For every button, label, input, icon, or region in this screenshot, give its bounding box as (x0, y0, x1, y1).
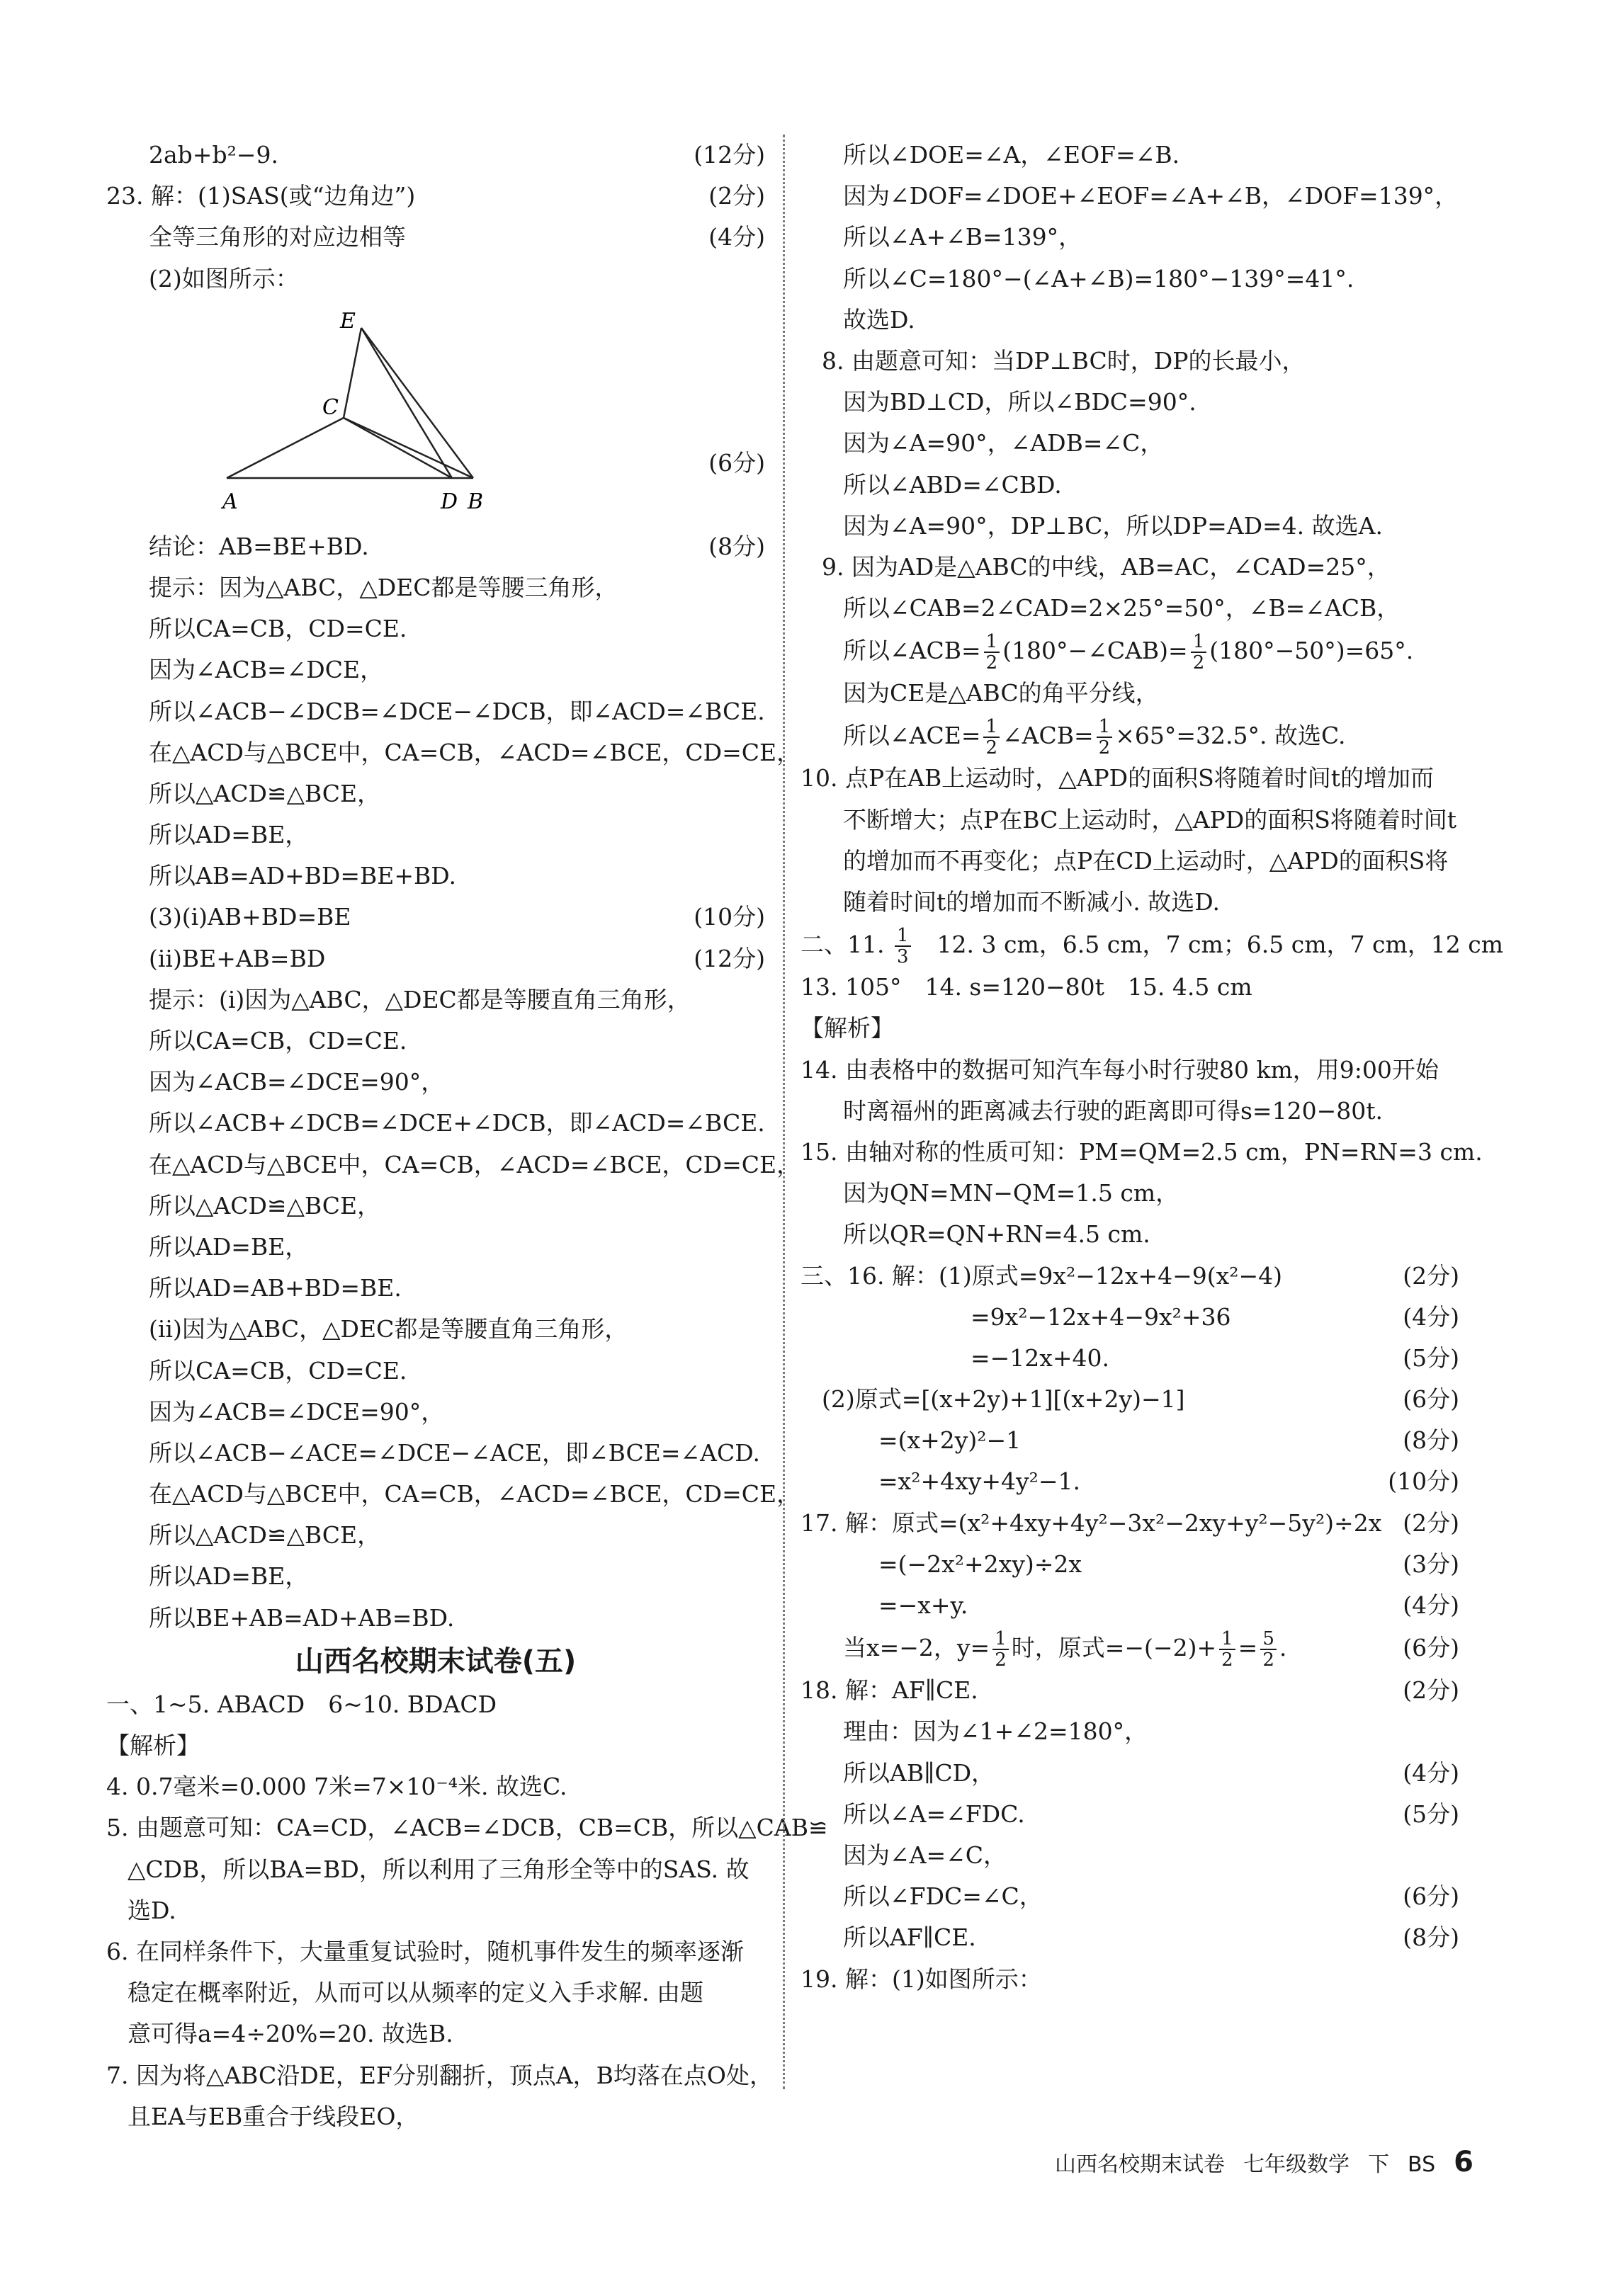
text-line (106, 732, 800, 773)
line-score: (6分) (1403, 1385, 1459, 1414)
line-text: 因为∠A=∠C， (843, 1841, 1007, 1869)
line-text: 19. 解：(1)如图所示： (800, 1965, 1042, 1993)
text-line (106, 938, 765, 979)
line-text: 不断增大；点P在BC上运动时，△APD的面积S将随着时间t (843, 805, 1457, 834)
frac-line-2-mid: ∠ACB= (1002, 722, 1094, 750)
line-score: (12分) (694, 141, 765, 169)
line-text: 所以△ACD≌△BCE， (149, 1521, 381, 1550)
numerator: 1 (895, 926, 911, 947)
text-line (106, 1062, 765, 1103)
text-line (800, 1753, 1459, 1794)
text-line (106, 258, 765, 300)
segment-ce (344, 328, 361, 418)
text-line (800, 1959, 1459, 2000)
line-text: 在△ACD与△BCE中，CA=CB，∠ACD=∠BCE，CD=CE， (149, 1150, 800, 1178)
page-footer (1055, 2146, 1473, 2178)
line-text: 所以AB=AD+BD=BE+BD. (149, 862, 457, 890)
fraction (895, 926, 911, 967)
text-line (800, 382, 1459, 423)
text-line (800, 300, 1459, 341)
text-line (800, 1379, 1459, 1420)
line-text: 所以∠A+∠B=139°， (843, 223, 1082, 251)
line-text: (2)原式=[(x+2y)+1][(x+2y)−1] (822, 1385, 1185, 1414)
page-number: 6 (1454, 2146, 1473, 2178)
segment-ac (227, 418, 344, 478)
line-score: (6分) (1403, 1882, 1459, 1911)
text-line (106, 1890, 765, 1931)
line-text: (ii)BE+AB=BD (149, 944, 326, 972)
text-line (106, 897, 765, 938)
line-text: 故选D. (843, 305, 915, 334)
line-text: 6. 在同样条件下，大量重复试验时，随机事件发生的频率逐渐 (106, 1937, 744, 1965)
line-text: 14. 由表格中的数据可知汽车每小时行驶80 km，用9:00开始 (800, 1055, 1439, 1084)
line-text: 17. 解：原式=(x²+4xy+4y²−3x²−2xy+y²−5y²)÷2x (800, 1508, 1382, 1537)
line-text: 因为QN=MN−QM=1.5 cm， (843, 1179, 1179, 1207)
denominator: 2 (1262, 1649, 1274, 1671)
frac-line-1-post: (180°−50°)=65°. (1209, 637, 1414, 665)
line-text: (2)如图所示： (149, 264, 299, 292)
line-text: (ii)因为△ABC，△DEC都是等腰直角三角形， (149, 1315, 628, 1343)
line-score: (2分) (1403, 1676, 1459, 1705)
line-text: 所以AD=BE， (149, 821, 309, 849)
text-line (106, 1144, 800, 1186)
line-text: 提示：因为△ABC，△DEC都是等腰三角形， (149, 573, 618, 601)
text-line (106, 1186, 765, 1227)
numerator: 1 (1191, 632, 1207, 653)
fraction (983, 717, 1000, 758)
text-line (106, 608, 765, 649)
text-line (800, 1503, 1459, 1544)
line-text: 15. 由轴对称的性质可知：PM=QM=2.5 cm，PN=RN=3 cm. (800, 1137, 1483, 1166)
line-text: 选D. (128, 1896, 176, 1924)
line-text: 23. 解：(1)SAS(或“边角边”) (106, 182, 416, 210)
fraction (984, 632, 1000, 673)
text-line (800, 1835, 1459, 1876)
line-text: 三、16. 解：(1)原式=9x²−12x+4−9(x²−4) (800, 1261, 1282, 1290)
frac-line-2-pre: 所以∠ACE= (843, 722, 981, 750)
denominator: 2 (1221, 1649, 1233, 1671)
line-text: 所以∠FDC=∠C， (843, 1882, 1043, 1911)
line-text: 在△ACD与△BCE中，CA=CB，∠ACD=∠BCE，CD=CE， (149, 1480, 800, 1508)
line-score: (10分) (694, 903, 765, 931)
fraction (1097, 717, 1113, 758)
footer-term: 下 (1368, 2152, 1390, 2177)
line-text: 因为∠ACB=∠DCE=90°， (149, 1397, 445, 1426)
text-line (800, 423, 1459, 464)
line-score: (5分) (1403, 1343, 1459, 1372)
label-b: B (468, 489, 484, 514)
line-text: 所以∠C=180°−(∠A+∠B)=180°−139°=41°. (843, 264, 1354, 292)
section-title: 山西名校期末试卷(五) (295, 1644, 577, 1678)
text-line (800, 1585, 1459, 1626)
text-line (106, 1684, 765, 1725)
figure-score: (6分) (708, 448, 765, 477)
line-text: 所以CA=CB，CD=CE. (149, 615, 407, 643)
text-line (106, 1725, 765, 1766)
text-line (800, 1338, 1459, 1379)
line-text: 所以∠ACB+∠DCB=∠DCE+∠DCB，即∠ACD=∠BCE. (149, 1109, 765, 1137)
text-line (800, 1794, 1459, 1835)
text-line (800, 465, 1459, 506)
text-line (106, 2013, 765, 2055)
line-text: =x²+4xy+4y²−1. (878, 1467, 1081, 1496)
line-score: (3分) (1403, 1550, 1459, 1578)
triangle-diagram (220, 300, 489, 526)
label-a: A (222, 489, 238, 514)
line-text: 所以CA=CB，CD=CE. (149, 1356, 407, 1385)
line-score: (8分) (1403, 1426, 1459, 1455)
line-text: 18. 解：AF∥CE. (800, 1676, 978, 1705)
text-line (800, 1917, 1459, 1958)
line-text: 13. 105° 14. s=120−80t 15. 4.5 cm (800, 973, 1252, 1001)
column-divider (783, 135, 785, 2089)
text-line (800, 258, 1459, 300)
text-line (106, 1227, 765, 1268)
text-line (800, 1297, 1459, 1338)
line-score: (6分) (1403, 1634, 1459, 1662)
fraction (992, 1629, 1009, 1670)
text-line (106, 217, 765, 258)
left-column (106, 135, 828, 2137)
segment-ed (361, 328, 452, 478)
line-text: 【解析】 (800, 1014, 894, 1042)
numerator: 1 (984, 632, 1000, 653)
text-line (106, 856, 765, 897)
text-line (106, 1598, 765, 1639)
text-line (800, 1670, 1459, 1711)
line-text: 所以∠A=∠FDC. (843, 1800, 1025, 1828)
line-text: 稳定在概率附近，从而可以从频率的定义入手求解. 由题 (128, 1979, 703, 2007)
text-line (800, 1876, 1459, 1917)
line-text: 所以QR=QN+RN=4.5 cm. (843, 1220, 1150, 1249)
denominator: 2 (1098, 737, 1111, 759)
line-text: =(x+2y)²−1 (878, 1426, 1022, 1455)
line-text: 且EA与EB重合于线段EO， (128, 2102, 419, 2130)
frac-line-3-post: 12. 3 cm，6.5 cm，7 cm；6.5 cm，7 cm，12 cm (913, 931, 1504, 959)
line-score: (10分) (1388, 1467, 1459, 1496)
line-text: 因为∠ACB=∠DCE， (149, 656, 384, 684)
text-line (800, 135, 1459, 176)
line-text: 全等三角形的对应边相等 (149, 223, 406, 251)
solution-block-7-9 (800, 135, 1459, 629)
geometry-figure (106, 300, 765, 526)
text-line (800, 588, 1459, 629)
text-line (800, 800, 1459, 841)
line-text: 10. 点P在AB上运动时，△APD的面积S将随着时间t的增加而 (800, 764, 1434, 792)
line-text: 因为∠A=90°，DP⊥BC，所以DP=AD=4. 故选A. (843, 511, 1383, 540)
text-line (800, 1214, 1459, 1255)
text-line (800, 547, 1459, 588)
text-line (800, 758, 1459, 799)
fraction (1191, 632, 1207, 673)
segment-cb (344, 418, 473, 478)
denominator: 2 (995, 1649, 1007, 1671)
line-text: 理由：因为∠1+∠2=180°， (843, 1717, 1148, 1746)
line-score: (2分) (1403, 1508, 1459, 1537)
text-line (106, 526, 765, 567)
line-score: (4分) (1403, 1302, 1459, 1331)
denominator: 2 (1192, 652, 1205, 674)
text-line (106, 1433, 765, 1474)
denominator: 2 (985, 737, 998, 759)
text-line (106, 2055, 773, 2096)
text-line (800, 1091, 1459, 1132)
line-text: 所以△ACD≌△BCE， (149, 779, 381, 807)
line-text: 所以△ACD≌△BCE， (149, 1191, 381, 1220)
text-line (106, 773, 765, 814)
text-line (106, 1931, 765, 1972)
label-d: D (441, 489, 458, 514)
line-text: 一、1~5. ABACD 6~10. BDACD (106, 1690, 497, 1718)
text-line (800, 1132, 1483, 1173)
line-score: (2分) (708, 182, 765, 210)
frac-line-1-mid: (180°−∠CAB)= (1002, 637, 1188, 665)
line-score: (4分) (1403, 1758, 1459, 1787)
numerator: 1 (1097, 717, 1113, 738)
text-line (106, 814, 765, 856)
line-score: (8分) (708, 532, 765, 560)
text-line (800, 341, 1459, 382)
text-line (800, 1008, 1459, 1049)
answer-block-exam5 (106, 1684, 828, 2137)
text-line (800, 673, 1459, 714)
line-text: 所以AF∥CE. (843, 1923, 976, 1952)
frac-line-4-mid2: = (1238, 1634, 1258, 1662)
line-text: 4. 0.7毫米=0.000 7米=7×10⁻⁴米. 故选C. (106, 1773, 567, 1801)
line-text: 所以AD=BE， (149, 1232, 309, 1261)
fraction (1219, 1629, 1235, 1670)
line-text: 9. 因为AD是△ABC的中线，AB=AC，∠CAD=25°， (822, 552, 1391, 581)
line-text: 因为∠DOF=∠DOE+∠EOF=∠A+∠B，∠DOF=139°， (843, 182, 1459, 210)
line-text: 5. 由题意可知：CA=CD，∠ACB=∠DCB，CB=CB，所以△CAB≌ (106, 1814, 828, 1842)
numerator: 1 (1219, 1629, 1235, 1650)
numerator: 1 (983, 717, 1000, 738)
text-line (106, 1766, 765, 1807)
frac-line-4-post: . (1279, 1634, 1287, 1662)
frac-line-1 (800, 629, 1459, 673)
line-text: 所以∠ACB−∠DCB=∠DCE−∠DCB，即∠ACD=∠BCE. (149, 697, 765, 725)
line-text: 所以AB∥CD， (843, 1758, 995, 1787)
text-line (800, 506, 1459, 547)
text-line (800, 1711, 1459, 1752)
line-text: 因为∠ACB=∠DCE=90°， (149, 1068, 445, 1096)
line-score: (12分) (694, 944, 765, 972)
text-line (106, 135, 765, 176)
text-line (800, 882, 1459, 923)
line-text: 所以BE+AB=AD+AB=BD. (149, 1603, 455, 1632)
line-text: 【解析】 (106, 1732, 200, 1759)
text-line (106, 691, 765, 732)
denominator: 3 (896, 946, 909, 968)
line-text: 2ab+b²−9. (149, 141, 278, 169)
text-line (106, 1556, 765, 1597)
solution-block-10 (800, 758, 1459, 923)
text-line (800, 1544, 1459, 1585)
line-text: 的增加而不再变化；点P在CD上运动时，△APD的面积S将 (843, 846, 1449, 875)
line-text: 7. 因为将△ABC沿DE，EF分别翻折，顶点A，B均落在点O处， (106, 2061, 773, 2089)
text-line (800, 176, 1459, 217)
line-text: 因为∠A=90°，∠ADB=∠C， (843, 429, 1164, 458)
solution-block-18-19 (800, 1670, 1459, 2000)
text-line (106, 1807, 828, 1848)
label-c: C (322, 394, 339, 420)
frac-line-3-pre: 二、11. (800, 931, 892, 959)
numerator: 1 (992, 1629, 1009, 1650)
fraction (1260, 1629, 1277, 1670)
line-score: (4分) (1403, 1591, 1459, 1619)
text-line (800, 1050, 1459, 1091)
line-score: (5分) (1403, 1800, 1459, 1828)
solution-block-23-part2 (106, 526, 800, 1639)
line-text: 结论：AB=BE+BD. (149, 532, 369, 560)
frac-line-4 (800, 1626, 1459, 1670)
text-line (106, 979, 765, 1021)
frac-line-2 (800, 714, 1459, 758)
line-text: 随着时间t的增加而不断减小. 故选D. (843, 888, 1221, 916)
text-line (800, 1256, 1459, 1297)
line-text: 在△ACD与△BCE中，CA=CB，∠ACD=∠BCE，CD=CE， (149, 738, 800, 766)
numerator: 5 (1260, 1629, 1277, 1650)
frac-line-4-pre: 当x=−2，y= (843, 1634, 990, 1662)
line-text: 所以∠ACB−∠ACE=∠DCE−∠ACE，即∠BCE=∠ACD. (149, 1438, 761, 1467)
solution-block-23-part1 (106, 135, 765, 300)
text-line (800, 841, 1459, 882)
line-text: =(−2x²+2xy)÷2x (878, 1550, 1082, 1578)
solution-block-13-17 (800, 967, 1483, 1626)
line-text: 所以∠CAB=2∠CAD=2×25°=50°，∠B=∠ACB， (843, 594, 1401, 623)
frac-line-2-post: ×65°=32.5°. 故选C. (1115, 722, 1346, 750)
frac-line-4-mid: 时，原式=−(−2)+ (1011, 1634, 1217, 1662)
footer-series: 山西名校期末试卷 (1055, 2152, 1226, 2177)
line-score: (4分) (708, 223, 765, 251)
line-text: =9x²−12x+4−9x²+36 (971, 1302, 1231, 1331)
text-line (106, 567, 765, 608)
line-text: 所以∠ABD=∠CBD. (843, 470, 1062, 499)
line-text: 所以AD=BE， (149, 1562, 309, 1591)
line-text: 所以AD=AB+BD=BE. (149, 1274, 402, 1302)
text-line (106, 1849, 765, 1890)
footer-grade: 七年级数学 (1243, 2152, 1350, 2177)
footer-edition: BS (1408, 2152, 1436, 2177)
line-text: 因为BD⊥CD，所以∠BDC=90°. (843, 388, 1196, 416)
text-line (106, 1392, 765, 1433)
text-line (106, 2096, 765, 2137)
text-line (106, 1515, 765, 1556)
segment-eb (361, 328, 473, 478)
text-line (106, 1972, 765, 2013)
line-text: 所以CA=CB，CD=CE. (149, 1027, 407, 1055)
text-line (106, 649, 765, 690)
text-line (106, 176, 765, 217)
label-e: E (340, 308, 356, 334)
text-line (106, 1309, 765, 1350)
frac-line-1-pre: 所以∠ACB= (843, 637, 981, 665)
frac-line-3 (800, 923, 1504, 968)
text-line (106, 1103, 765, 1144)
text-line (106, 1021, 765, 1062)
text-line (800, 1461, 1459, 1502)
line-text: △CDB，所以BA=BD，所以利用了三角形全等中的SAS. 故 (128, 1855, 749, 1883)
line-text: 意可得a=4÷20%=20. 故选B. (128, 2020, 453, 2048)
text-line (800, 217, 1459, 258)
line-score: (8分) (1403, 1923, 1459, 1952)
text-line (800, 967, 1459, 1008)
text-line (800, 1173, 1459, 1214)
denominator: 2 (985, 652, 998, 674)
line-text: =−x+y. (878, 1591, 968, 1619)
line-text: =−12x+40. (971, 1343, 1110, 1372)
text-line (800, 1420, 1459, 1461)
line-text: 所以∠DOE=∠A，∠EOF=∠B. (843, 141, 1180, 169)
line-text: 因为CE是△ABC的角平分线， (843, 679, 1159, 707)
right-column (800, 135, 1504, 2000)
line-score: (2分) (1403, 1261, 1459, 1290)
line-text: 8. 由题意可知：当DP⊥BC时，DP的长最小， (822, 346, 1306, 375)
line-text: 时离福州的距离减去行驶的距离即可得s=120−80t. (843, 1096, 1383, 1125)
text-line (106, 1268, 765, 1309)
text-line (106, 1474, 800, 1515)
line-text: 提示：(i)因为△ABC，△DEC都是等腰直角三角形， (149, 985, 691, 1013)
text-line (106, 1351, 765, 1392)
line-text: (3)(i)AB+BD=BE (149, 903, 351, 931)
